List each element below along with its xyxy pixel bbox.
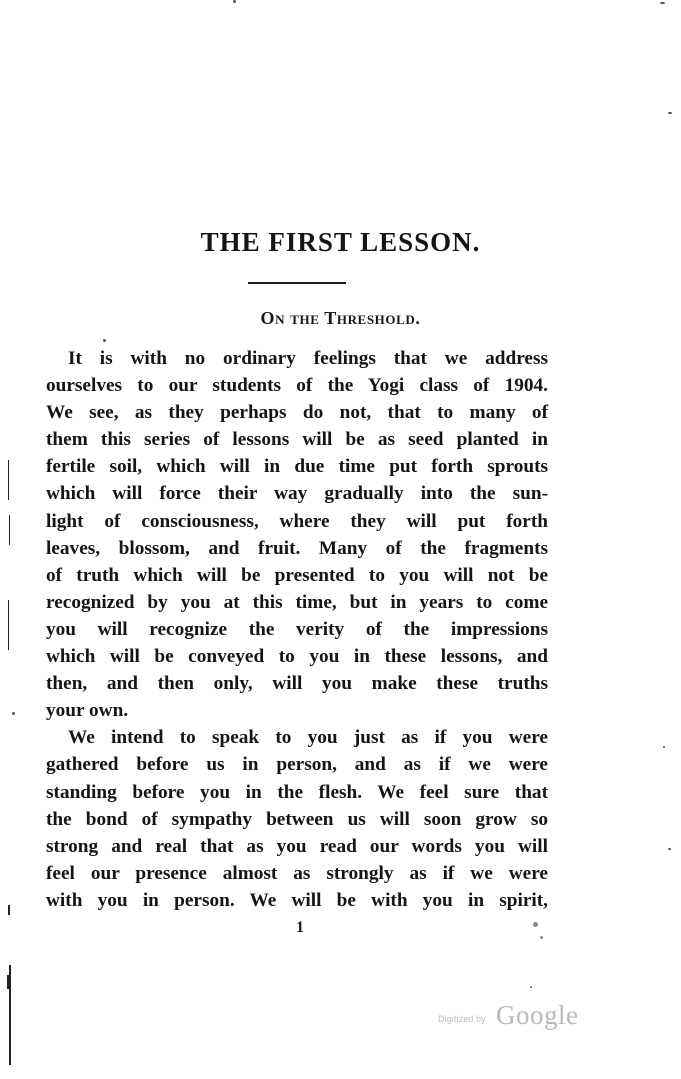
scan-edge-mark bbox=[8, 905, 10, 915]
text-line: your own. bbox=[46, 700, 129, 722]
text-line: with you in person. We will be with you in spirit, bbox=[46, 889, 548, 911]
text-line: light of consciousness, where they will put forth bbox=[46, 510, 548, 532]
scan-speck bbox=[12, 712, 15, 715]
title-divider bbox=[248, 282, 346, 284]
chapter-title: THE FIRST LESSON. bbox=[200, 227, 481, 257]
digitized-by-google-watermark bbox=[438, 1000, 598, 1034]
text-line: you will recognize the verity of the impressions bbox=[46, 618, 548, 640]
scan-speck bbox=[530, 986, 532, 988]
text-line: the bond of sympathy between us will soon grow so bbox=[46, 808, 548, 830]
google-logo: Google bbox=[496, 1000, 579, 1030]
text-line: which will be conveyed to you in these lessons, and bbox=[46, 646, 548, 668]
scan-edge-mark bbox=[9, 515, 10, 545]
scan-speck bbox=[540, 936, 543, 939]
scan-speck bbox=[668, 848, 671, 850]
text-line: leaves, blossom, and fruit. Many of the fragments bbox=[46, 537, 548, 559]
text-line: gathered before us in person, and as if we were bbox=[46, 754, 548, 776]
text-line: which will force their way gradually into the sun- bbox=[46, 483, 548, 505]
text-line: ourselves to our students of the Yogi class of 1904. bbox=[46, 375, 548, 397]
body-text bbox=[46, 345, 548, 914]
paragraph bbox=[46, 724, 548, 914]
scan-speck bbox=[663, 746, 665, 748]
scan-speck bbox=[660, 2, 665, 4]
text-line: then, and then only, will you make these truths bbox=[46, 673, 548, 695]
chapter-subtitle: On the Threshold. bbox=[260, 308, 421, 328]
text-line: We intend to speak to you just as if you were bbox=[68, 727, 548, 749]
text-line: We see, as they perhaps do not, that to many of bbox=[46, 402, 548, 424]
text-line: recognized by you at this time, but in years to come bbox=[46, 591, 548, 613]
text-line: It is with no ordinary feelings that we address bbox=[68, 348, 548, 369]
scan-edge-mark bbox=[8, 600, 9, 650]
text-line: of truth which will be presented to you will not be bbox=[46, 564, 548, 586]
scan-speck bbox=[668, 112, 672, 114]
scan-edge-mark bbox=[7, 975, 10, 989]
page-number: 1 bbox=[296, 919, 304, 936]
watermark-prefix: Digitized by bbox=[438, 1014, 486, 1024]
text-line: strong and real that as you read our words you will bbox=[46, 835, 548, 857]
text-line: standing before you in the flesh. We feel sure that bbox=[46, 781, 548, 803]
text-line: fertile soil, which will in due time put forth sprouts bbox=[46, 456, 548, 478]
text-line: feel our presence almost as strongly as if we were bbox=[46, 862, 548, 884]
text-line: them this series of lessons will be as seed planted in bbox=[46, 429, 548, 451]
scan-speck bbox=[533, 922, 538, 927]
scan-speck bbox=[103, 339, 106, 342]
scan-edge-mark bbox=[8, 460, 9, 500]
paragraph bbox=[46, 345, 548, 724]
scan-speck bbox=[233, 0, 236, 3]
